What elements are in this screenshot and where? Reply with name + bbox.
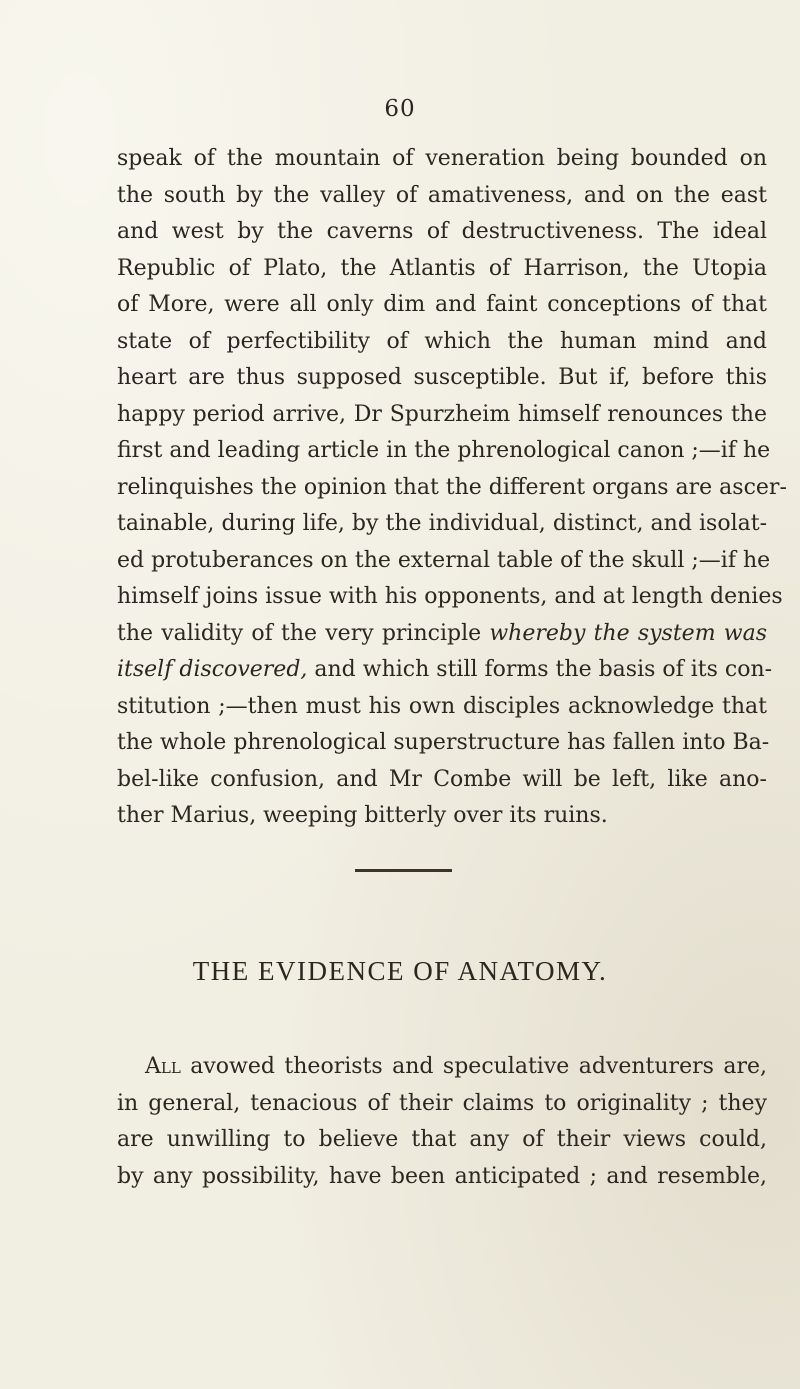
text-line: ther Marius, weeping bitterly over its ruins. [117,803,608,828]
text-line: bel-like confusion, and Mr Combe will be left, like ano- [117,766,767,792]
text-run: the validity of the very principle [117,620,490,646]
text-line: himself joins issue with his opponents, and at length denies [117,584,783,609]
text-run: avowed theorists and speculative adventurers are, [180,1054,767,1079]
text-line: speak of the mountain of veneration being bounded on [117,146,767,171]
text-line-with-smallcaps [117,1049,767,1086]
text-line: Republic of Plato, the Atlantis of Harrison, the Utopia [117,255,767,281]
page-number: 60 [384,96,416,122]
text-line: and west by the caverns of destructiveness. The ideal [117,219,767,244]
italic-run: whereby the system was [489,620,768,646]
section-divider [355,869,452,872]
text-line: the whole phrenological superstructure has fallen into Ba- [117,730,770,755]
text-line: heart are thus supposed susceptible. But if, before this [117,365,767,390]
text-line: ed protuberances on the external table of the skull ;—if he [117,547,771,573]
text-line: stitution ;—then must his own disciples acknowledge that [117,693,767,719]
text-run: and which still forms the basis of its con- [307,657,773,682]
text-line: are unwilling to believe that any of their views could, [117,1127,767,1152]
text-line: of More, were all only dim and faint conceptions of that [117,292,767,317]
paragraph-opening [117,1049,767,1195]
text-line: state of perfectibility of which the human mind and [117,328,767,354]
text-line: tainable, during life, by the individual, distinct, and isolat- [117,511,767,536]
text-line: happy period arrive, Dr Spurzheim himself renounces the [117,401,767,427]
text-line-with-italic [117,652,773,689]
text-line: the south by the valley of amativeness, and on the east [117,182,767,208]
text-line: in general, tenacious of their claims to originality ; they [117,1090,767,1116]
text-line: first and leading article in the phrenological canon ;—if he [117,438,771,463]
text-line: relinquishes the opinion that the different organs are ascer- [117,474,787,500]
italic-run: itself discovered, [117,657,308,682]
paragraph-continued [117,141,787,835]
smallcaps-run: All [145,1054,181,1079]
text-line-with-italic [117,616,767,653]
text-line: by any possibility, have been anticipated ; and resemble, [117,1163,767,1189]
section-heading: THE EVIDENCE OF ANATOMY. [192,956,608,986]
